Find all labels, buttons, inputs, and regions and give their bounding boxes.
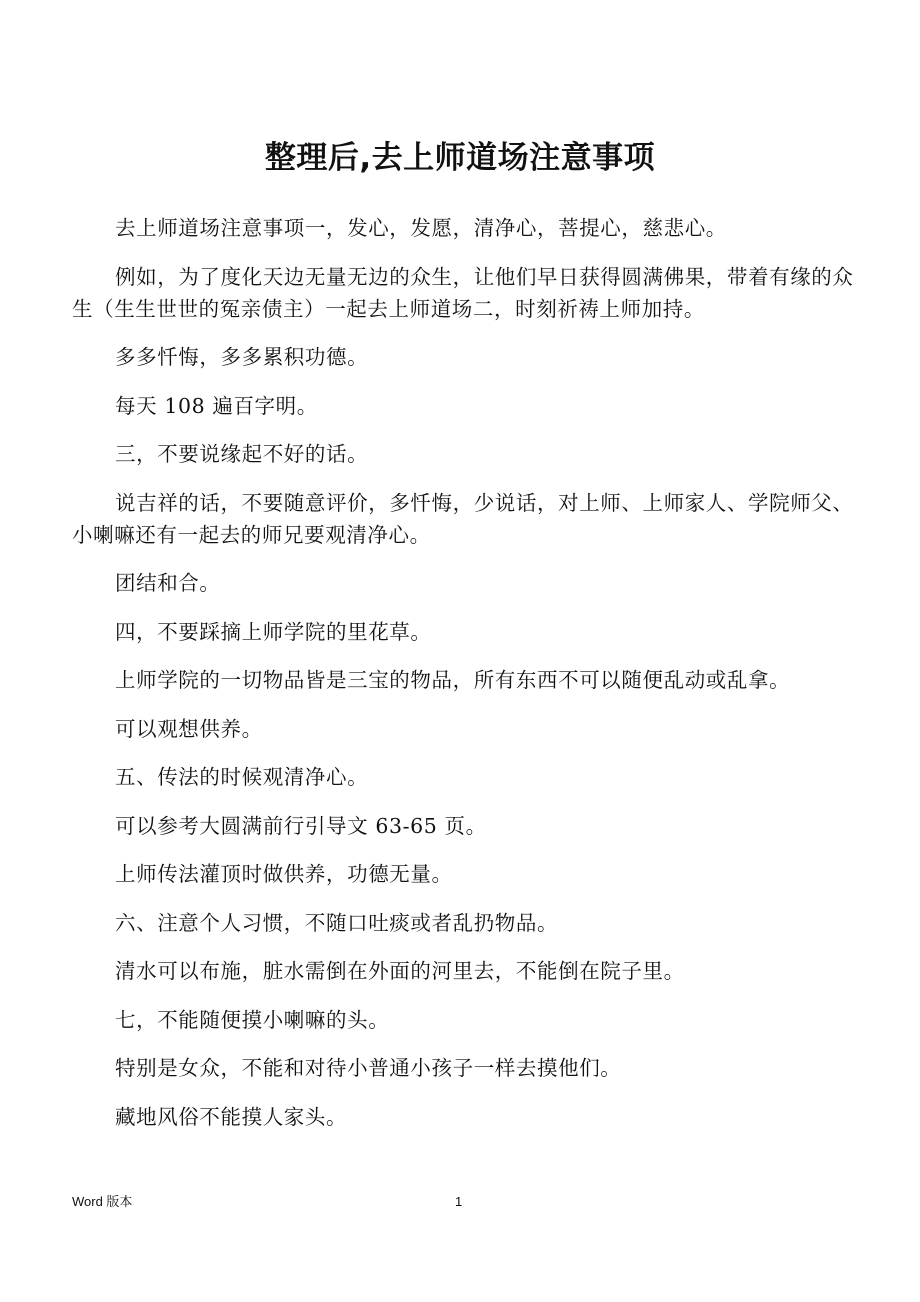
paragraph-6: 说吉祥的话，不要随意评价，多忏悔，少说话，对上师、上师家人、学院师父、小喇嘛还有一起去的师兄要观清净心。: [72, 490, 854, 547]
paragraph-11: 五、传法的时候观清净心。: [115, 765, 369, 789]
paragraph-10: 可以观想供养。: [115, 716, 263, 741]
paragraph-3: 多多忏悔，多多累积功德。: [115, 345, 369, 369]
paragraph-2: 例如，为了度化天边无量无边的众生，让他们早日获得圆满佛果，带着有缘的众生（生生世世的冤亲债主）一起去上师道场二，时刻祈祷上师加持。: [72, 264, 854, 321]
page-number: 1: [455, 1194, 463, 1209]
paragraph-18: 藏地风俗不能摸人家头。: [115, 1104, 348, 1129]
paragraph-1: 去上师道场注意事项一，发心，发愿，清净心，菩提心，慈悲心。: [115, 216, 727, 240]
document-title: 整理后,去上师道场注意事项: [264, 140, 656, 176]
paragraph-17: 特别是女众，不能和对待小普通小孩子一样去摸他们。: [115, 1056, 622, 1080]
paragraph-5: 三，不要说缘起不好的话。: [115, 442, 369, 466]
paragraph-7: 团结和合。: [115, 571, 221, 595]
paragraph-16: 七，不能随便摸小喇嘛的头。: [115, 1007, 390, 1032]
paragraph-8: 四，不要踩摘上师学院的里花草。: [115, 619, 432, 644]
paragraph-4: 每天 108 遍百字明。: [115, 393, 318, 418]
paragraph-12: 可以参考大圆满前行引导文 63-65 页。: [115, 813, 487, 838]
paragraph-15: 清水可以布施，脏水需倒在外面的河里去，不能倒在院子里。: [115, 959, 685, 983]
footer-label: Word 版本: [72, 1194, 133, 1209]
paragraph-13: 上师传法灌顶时做供养，功德无量。: [115, 862, 453, 886]
document-body: [72, 212, 862, 1149]
paragraph-9: 上师学院的一切物品皆是三宝的物品，所有东西不可以随便乱动或乱拿。: [115, 668, 791, 692]
paragraph-14: 六、注意个人习惯，不随口吐痰或者乱扔物品。: [115, 910, 559, 935]
